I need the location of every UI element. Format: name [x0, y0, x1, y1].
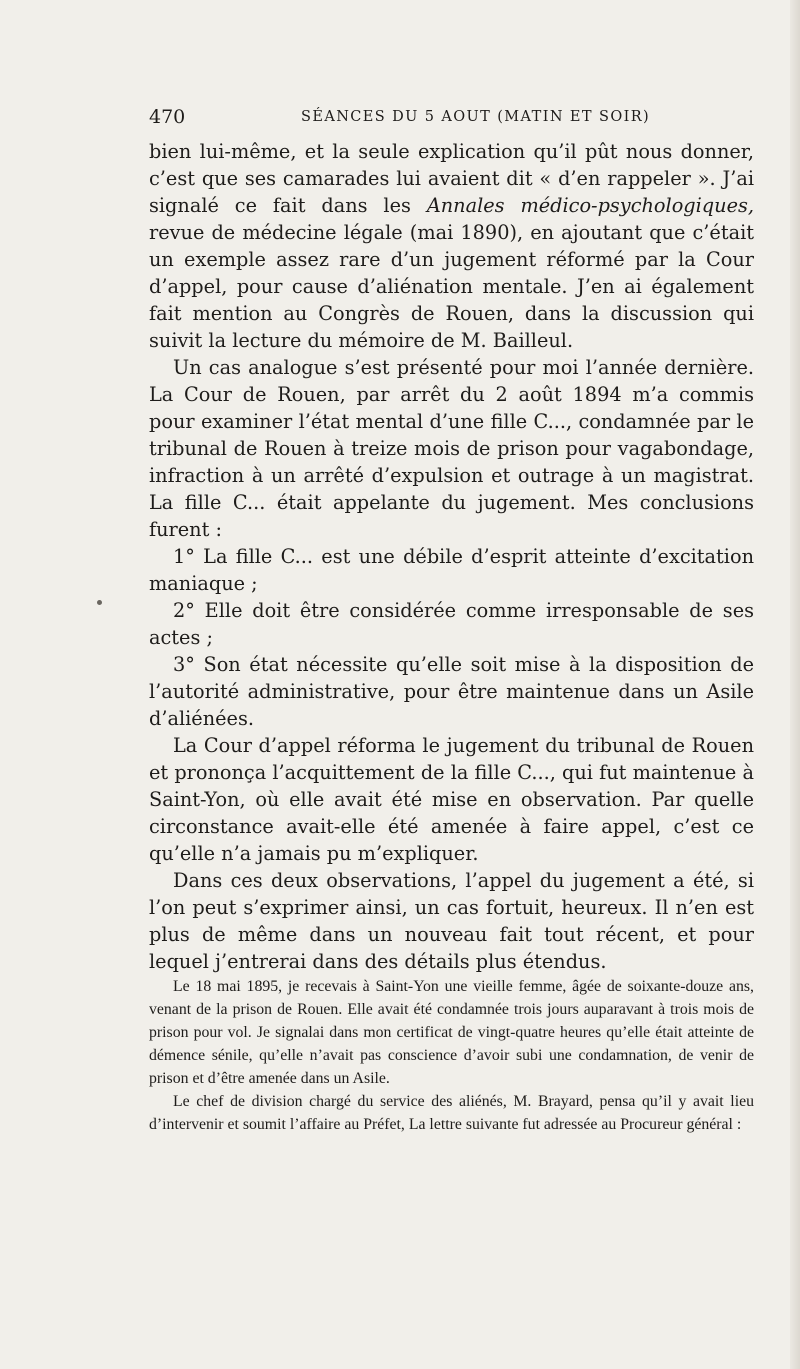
page-header [149, 106, 754, 132]
paragraph-1-end: revue de médecine légale (mai 1890), en ajoutant que c’était un exemple assez rare d’un jugement réformé par la Cour d’appel, pour cause d’aliénation mentale. J’en ai également fait mention au Congrès de Rouen, dans la discussion qui suivit la lecture du mémoire de M. Bailleul. [149, 221, 754, 352]
case-paragraph-2: Le chef de division chargé du service des aliénés, M. Brayard, pensa qu’il y avait lieu d’intervenir et soumit l’affaire au Préfet, La lettre suivante fut adressée au Procureur général : [149, 1093, 754, 1133]
journal-title: Annales médico-psychologiques, [426, 194, 755, 217]
page-edge [790, 0, 800, 1369]
paragraph-3: La Cour d’appel réforma le jugement du tribunal de Rouen et prononça l’acquittement de la fille C..., qui fut maintenue à Saint-Yon, où elle avait été mise en observation. Par quelle circonstance avait-elle été amenée à faire appel, c’est ce qu’elle n’a jamais pu m’expliquer. [149, 734, 754, 865]
main-text [149, 138, 754, 975]
margin-mark [97, 600, 102, 605]
running-head: SÉANCES DU 5 AOUT (MATIN ET SOIR) [301, 109, 651, 125]
paragraph-1 [149, 138, 754, 354]
paragraph-2: Un cas analogue s’est présenté pour moi l’année dernière. La Cour de Rouen, par arrêt du 2 août 1894 m’a commis pour examiner l’état mental d’une fille C..., condamnée par le tribunal de Rouen à treize mois de prison pour vagabondage, infraction à un arrêté d’expulsion et outrage à un magistrat. La fille C... était appelante du jugement. Mes conclusions furent : [149, 356, 754, 541]
conclusion-1: 1° La fille C... est une débile d’esprit atteinte d’excitation maniaque ; [149, 545, 754, 595]
case-paragraph-1: Le 18 mai 1895, je recevais à Saint-Yon une vieille femme, âgée de soixante-douze ans, venant de la prison de Rouen. Elle avait été condamnée trois jours auparavant à trois mois de prison pour vol. Je signalai dans mon certificat de vingt-quatre heures qu’elle était atteinte de démence sénile, qu’elle n’avait pas conscience d’avoir subi une condamnation, de venir de prison et d’être amenée dans un Asile. [149, 978, 754, 1087]
page-number: 470 [149, 106, 186, 128]
case-report-text [149, 975, 754, 1136]
conclusion-3: 3° Son état nécessite qu’elle soit mise à la disposition de l’autorité administrative, pour être maintenue dans un Asile d’aliénées. [149, 653, 754, 730]
conclusion-2: 2° Elle doit être considérée comme irresponsable de ses actes ; [149, 599, 754, 649]
paragraph-1-start: bien lui-même, et la seule explication qu’il pût nous donner, c’est que ses camarades lui avaient dit « d’en rappeler ». J’ai signalé ce fait dans les [149, 140, 754, 217]
paragraph-4: Dans ces deux observations, l’appel du jugement a été, si l’on peut s’exprimer ainsi, un cas fortuit, heureux. Il n’en est plus de même dans un nouveau fait tout récent, et pour lequel j’entrerai dans des détails plus étendus. [149, 869, 754, 973]
